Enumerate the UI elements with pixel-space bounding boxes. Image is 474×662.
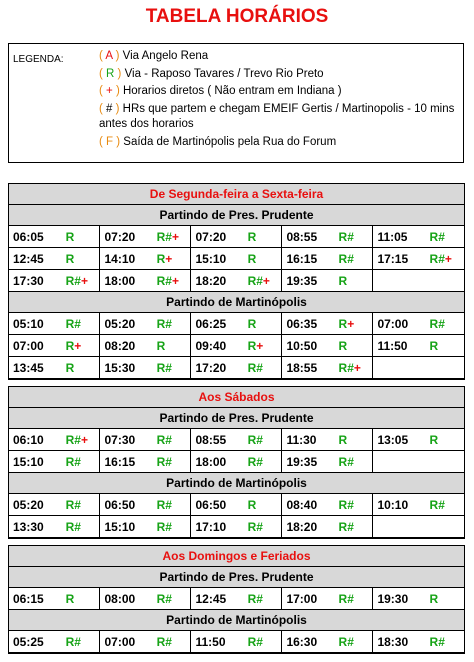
- route-code: [246, 516, 282, 538]
- route-letter: R: [429, 497, 439, 512]
- route-letter: R: [156, 273, 166, 288]
- school-marker: #: [74, 634, 81, 649]
- departure-time: 17:15: [373, 248, 428, 270]
- block-title: Partindo de Pres. Prudente: [9, 205, 464, 226]
- departure-time: 06:10: [9, 429, 64, 451]
- departure-time: 19:35: [282, 270, 337, 292]
- departure-time: 15:30: [100, 357, 155, 379]
- legend-text: Via Angelo Rena: [119, 50, 209, 62]
- route-code: [64, 357, 100, 379]
- section-title: Aos Sábados: [9, 387, 464, 408]
- departure-time: 18:20: [282, 516, 337, 538]
- route-code: [155, 494, 191, 516]
- route-letter: R: [156, 519, 166, 534]
- legend-code: R: [106, 67, 115, 80]
- departure-time: 09:40: [191, 335, 246, 357]
- section-weekdays: [8, 183, 465, 380]
- route-letter: R: [338, 591, 348, 606]
- departure-time: 13:45: [9, 357, 64, 379]
- departure-time: 05:20: [9, 494, 64, 516]
- route-letter: R: [65, 338, 75, 353]
- route-code: [246, 248, 282, 270]
- legend-paren-close: ): [112, 85, 120, 98]
- direct-marker: +: [444, 251, 452, 266]
- route-letter: R: [65, 454, 75, 469]
- route-code: [428, 248, 464, 270]
- section-saturdays: [8, 386, 465, 539]
- route-letter: R: [429, 251, 439, 266]
- table-row: [9, 588, 464, 610]
- block-title: Partindo de Martinópolis: [9, 610, 464, 631]
- legend-list: [99, 49, 459, 153]
- route-letter: R: [65, 497, 75, 512]
- route-code: [64, 588, 100, 610]
- route-code: [428, 451, 464, 473]
- schedule-table: [9, 313, 464, 379]
- route-letter: R: [247, 229, 257, 244]
- departure-time: 08:20: [100, 335, 155, 357]
- route-letter: R: [247, 251, 257, 266]
- school-marker: #: [256, 519, 263, 534]
- route-letter: R: [338, 454, 348, 469]
- school-marker: #: [347, 634, 354, 649]
- departure-time: 06:15: [9, 588, 64, 610]
- departure-time: 18:00: [100, 270, 155, 292]
- direct-marker: +: [171, 273, 179, 288]
- school-marker: #: [347, 497, 354, 512]
- route-letter: R: [247, 432, 257, 447]
- school-marker: #: [256, 360, 263, 375]
- school-marker: #: [74, 316, 81, 331]
- route-letter: R: [156, 432, 166, 447]
- direct-marker: +: [80, 432, 88, 447]
- table-row: [9, 494, 464, 516]
- route-code: [155, 451, 191, 473]
- legend-code: F: [106, 135, 114, 148]
- legend-box: [8, 43, 464, 163]
- route-code: [428, 588, 464, 610]
- legend-text: Horarios diretos ( Não entram em Indiana ): [119, 85, 342, 98]
- route-code: [246, 588, 282, 610]
- legend-paren-open: (: [99, 50, 106, 62]
- section-title: Aos Domingos e Feriados: [9, 546, 464, 567]
- legend-paren-close: ): [114, 67, 122, 80]
- route-code: [246, 451, 282, 473]
- departure-time: 17:30: [9, 270, 64, 292]
- departure-time: 18:20: [191, 270, 246, 292]
- table-row: [9, 226, 464, 248]
- departure-time: 15:10: [191, 248, 246, 270]
- departure-time: 11:50: [373, 335, 428, 357]
- route-code: [64, 429, 100, 451]
- route-letter: R: [338, 432, 348, 447]
- departure-time: 08:40: [282, 494, 337, 516]
- departure-time: 11:30: [282, 429, 337, 451]
- school-marker: #: [165, 316, 172, 331]
- route-letter: R: [429, 634, 439, 649]
- school-marker: #: [256, 432, 263, 447]
- legend-text: HRs que partem e chegam EMEIF Gertis / Martinopolis - 10 mins antes dos horarios: [99, 102, 455, 131]
- school-marker: #: [347, 454, 354, 469]
- departure-time: 12:45: [9, 248, 64, 270]
- route-code: [155, 226, 191, 248]
- table-row: [9, 631, 464, 653]
- route-letter: R: [65, 229, 75, 244]
- direct-marker: +: [80, 273, 88, 288]
- direct-marker: +: [74, 338, 82, 353]
- block-title: Partindo de Martinópolis: [9, 292, 464, 313]
- route-code: [428, 270, 464, 292]
- route-letter: R: [429, 316, 439, 331]
- departure-time: 07:00: [9, 335, 64, 357]
- route-letter: R: [156, 251, 166, 266]
- school-marker: #: [438, 316, 445, 331]
- route-code: [155, 248, 191, 270]
- school-marker: #: [74, 519, 81, 534]
- route-code: [64, 451, 100, 473]
- departure-time: 12:45: [191, 588, 246, 610]
- route-code: [337, 429, 373, 451]
- table-row: [9, 516, 464, 538]
- route-letter: R: [247, 454, 257, 469]
- section-title: De Segunda-feira a Sexta-feira: [9, 184, 464, 205]
- route-letter: R: [65, 273, 75, 288]
- route-code: [155, 357, 191, 379]
- departure-time: 07:20: [100, 226, 155, 248]
- departure-time: 08:00: [100, 588, 155, 610]
- departure-time: 10:10: [373, 494, 428, 516]
- route-code: [337, 335, 373, 357]
- departure-time: 06:35: [282, 313, 337, 335]
- route-code: [246, 226, 282, 248]
- route-code: [155, 313, 191, 335]
- school-marker: #: [165, 229, 172, 244]
- route-code: [428, 516, 464, 538]
- route-code: [64, 631, 100, 653]
- route-letter: R: [247, 273, 257, 288]
- legend-paren-open: (: [99, 85, 107, 98]
- school-marker: #: [438, 229, 445, 244]
- departure-time: 07:00: [100, 631, 155, 653]
- school-marker: #: [347, 591, 354, 606]
- legend-text: Via - Raposo Tavares / Trevo Rio Preto: [121, 67, 324, 80]
- route-code: [246, 429, 282, 451]
- table-row: [9, 270, 464, 292]
- route-code: [246, 631, 282, 653]
- departure-time: 06:50: [191, 494, 246, 516]
- direct-marker: +: [347, 316, 355, 331]
- departure-time: 17:00: [282, 588, 337, 610]
- table-row: [9, 429, 464, 451]
- route-letter: R: [65, 316, 75, 331]
- route-letter: R: [338, 229, 348, 244]
- legend-label: LEGENDA:: [13, 54, 64, 65]
- departure-time: 08:55: [191, 429, 246, 451]
- direct-marker: +: [353, 360, 361, 375]
- route-code: [246, 335, 282, 357]
- departure-time: 19:30: [373, 588, 428, 610]
- route-code: [64, 248, 100, 270]
- direct-marker: +: [256, 338, 264, 353]
- route-letter: R: [65, 591, 75, 606]
- route-code: [428, 313, 464, 335]
- route-letter: R: [65, 519, 75, 534]
- departure-time: 16:15: [100, 451, 155, 473]
- school-marker: #: [74, 273, 81, 288]
- departure-time: 13:30: [9, 516, 64, 538]
- route-letter: R: [156, 454, 166, 469]
- departure-time: 13:05: [373, 429, 428, 451]
- route-letter: R: [429, 591, 439, 606]
- route-letter: R: [247, 497, 257, 512]
- table-row: [9, 248, 464, 270]
- legend-item: [99, 49, 459, 65]
- departure-time: 06:05: [9, 226, 64, 248]
- departure-time: 07:20: [191, 226, 246, 248]
- route-letter: R: [338, 634, 348, 649]
- block-title: Partindo de Pres. Prudente: [9, 408, 464, 429]
- route-code: [428, 631, 464, 653]
- route-code: [337, 313, 373, 335]
- departure-time: 06:50: [100, 494, 155, 516]
- route-letter: R: [338, 497, 348, 512]
- block-title: Partindo de Pres. Prudente: [9, 567, 464, 588]
- departure-time: 16:15: [282, 248, 337, 270]
- route-code: [337, 631, 373, 653]
- school-marker: #: [347, 360, 354, 375]
- school-marker: #: [256, 273, 263, 288]
- school-marker: #: [438, 634, 445, 649]
- route-letter: R: [429, 229, 439, 244]
- route-code: [64, 494, 100, 516]
- route-code: [428, 429, 464, 451]
- route-letter: R: [156, 360, 166, 375]
- school-marker: #: [165, 591, 172, 606]
- school-marker: #: [165, 454, 172, 469]
- departure-time: 08:55: [282, 226, 337, 248]
- route-code: [246, 270, 282, 292]
- school-marker: #: [165, 360, 172, 375]
- departure-time: 15:10: [100, 516, 155, 538]
- school-marker: #: [74, 432, 81, 447]
- route-letter: R: [156, 634, 166, 649]
- route-letter: R: [65, 634, 75, 649]
- departure-time: 14:10: [100, 248, 155, 270]
- school-marker: #: [256, 634, 263, 649]
- route-letter: R: [338, 338, 348, 353]
- legend-item: [99, 84, 459, 100]
- legend-paren-open: (: [99, 135, 107, 148]
- departure-time: 05:20: [100, 313, 155, 335]
- table-row: [9, 313, 464, 335]
- route-code: [246, 357, 282, 379]
- departure-time: 05:25: [9, 631, 64, 653]
- legend-code: +: [106, 85, 113, 98]
- route-code: [337, 588, 373, 610]
- route-code: [155, 270, 191, 292]
- school-marker: #: [347, 251, 354, 266]
- route-code: [337, 248, 373, 270]
- route-code: [337, 226, 373, 248]
- school-marker: #: [74, 497, 81, 512]
- route-letter: R: [65, 251, 75, 266]
- route-code: [155, 588, 191, 610]
- school-marker: #: [74, 454, 81, 469]
- route-code: [64, 270, 100, 292]
- route-letter: R: [156, 591, 166, 606]
- departure-time: 07:30: [100, 429, 155, 451]
- departure-time: 18:30: [373, 631, 428, 653]
- departure-time: 17:20: [191, 357, 246, 379]
- school-marker: #: [165, 634, 172, 649]
- direct-marker: +: [171, 229, 179, 244]
- route-code: [246, 313, 282, 335]
- direct-marker: +: [165, 251, 173, 266]
- school-marker: #: [438, 251, 445, 266]
- schedule-table: [9, 588, 464, 610]
- route-code: [337, 516, 373, 538]
- route-code: [155, 516, 191, 538]
- route-code: [64, 335, 100, 357]
- route-code: [337, 494, 373, 516]
- route-letter: R: [338, 251, 348, 266]
- route-code: [428, 226, 464, 248]
- schedule-table: [9, 226, 464, 292]
- school-marker: #: [347, 519, 354, 534]
- departure-time: 06:25: [191, 313, 246, 335]
- legend-paren-close: ): [112, 50, 120, 62]
- schedule-table: [9, 494, 464, 538]
- departure-time: 10:50: [282, 335, 337, 357]
- route-code: [155, 335, 191, 357]
- route-letter: R: [247, 316, 257, 331]
- route-letter: R: [338, 273, 348, 288]
- departure-time: 11:50: [191, 631, 246, 653]
- route-code: [246, 494, 282, 516]
- departure-time: 18:00: [191, 451, 246, 473]
- departure-time: 15:10: [9, 451, 64, 473]
- departure-time: 19:35: [282, 451, 337, 473]
- departure-time: 18:55: [282, 357, 337, 379]
- block-title: Partindo de Martinópolis: [9, 473, 464, 494]
- route-letter: R: [338, 519, 348, 534]
- departure-time: 05:10: [9, 313, 64, 335]
- route-letter: R: [429, 432, 439, 447]
- departure-time: 16:30: [282, 631, 337, 653]
- section-sundays-holidays: [8, 545, 465, 654]
- legend-paren-open: (: [99, 67, 107, 80]
- route-letter: R: [247, 360, 257, 375]
- schedule-table: [9, 631, 464, 653]
- route-letter: R: [429, 338, 439, 353]
- legend-paren-open: (: [99, 102, 107, 115]
- route-code: [428, 357, 464, 379]
- route-code: [337, 451, 373, 473]
- legend-item: [99, 135, 459, 151]
- departure-time: 07:00: [373, 313, 428, 335]
- route-letter: R: [247, 338, 257, 353]
- schedule-table: [9, 429, 464, 473]
- route-letter: R: [338, 360, 348, 375]
- route-letter: R: [65, 432, 75, 447]
- route-letter: R: [247, 519, 257, 534]
- route-letter: R: [156, 229, 166, 244]
- route-letter: R: [156, 338, 166, 353]
- departure-time: [373, 516, 428, 538]
- school-marker: #: [165, 497, 172, 512]
- departure-time: 11:05: [373, 226, 428, 248]
- legend-item: [99, 67, 459, 83]
- route-letter: R: [156, 497, 166, 512]
- school-marker: #: [347, 229, 354, 244]
- route-letter: R: [247, 591, 257, 606]
- school-marker: #: [165, 432, 172, 447]
- route-code: [337, 357, 373, 379]
- route-letter: R: [65, 360, 75, 375]
- legend-code: A: [105, 50, 113, 62]
- page-title: TABELA HORÁRIOS: [145, 6, 329, 27]
- school-marker: #: [256, 591, 263, 606]
- school-marker: #: [165, 273, 172, 288]
- route-letter: R: [156, 316, 166, 331]
- route-code: [155, 429, 191, 451]
- route-code: [428, 494, 464, 516]
- table-row: [9, 357, 464, 379]
- legend-item: [99, 102, 459, 133]
- departure-time: [373, 270, 428, 292]
- route-code: [337, 270, 373, 292]
- legend-paren-close: ): [112, 102, 120, 115]
- legend-code: #: [106, 102, 113, 115]
- route-code: [64, 313, 100, 335]
- route-letter: R: [247, 634, 257, 649]
- school-marker: #: [438, 497, 445, 512]
- table-row: [9, 335, 464, 357]
- school-marker: #: [165, 519, 172, 534]
- route-code: [428, 335, 464, 357]
- route-code: [64, 226, 100, 248]
- legend-text: Saída de Martinópolis pela Rua do Forum: [120, 135, 337, 148]
- departure-time: [373, 357, 428, 379]
- route-code: [155, 631, 191, 653]
- direct-marker: +: [262, 273, 270, 288]
- departure-time: 17:10: [191, 516, 246, 538]
- table-row: [9, 451, 464, 473]
- route-code: [64, 516, 100, 538]
- school-marker: #: [256, 454, 263, 469]
- legend-paren-close: ): [113, 135, 121, 148]
- departure-time: [373, 451, 428, 473]
- route-letter: R: [338, 316, 348, 331]
